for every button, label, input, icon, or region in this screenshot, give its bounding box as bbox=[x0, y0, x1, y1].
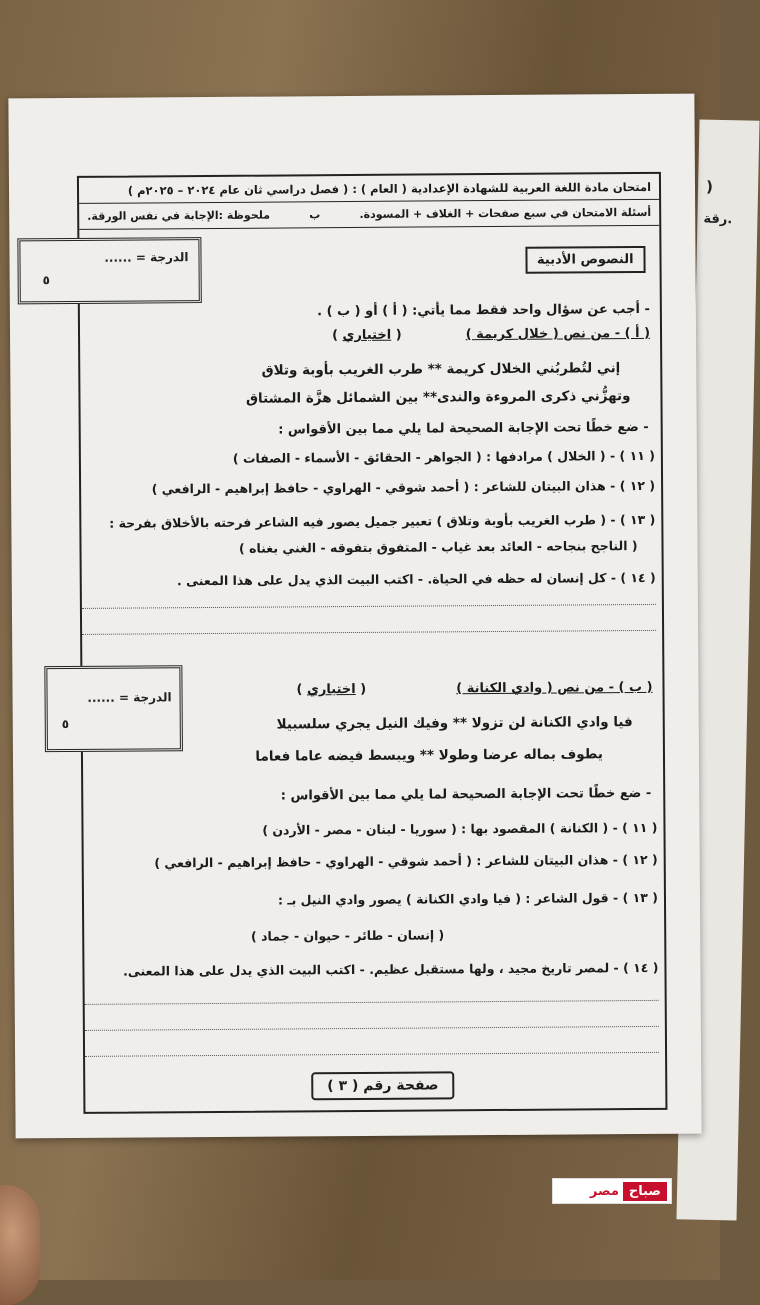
part-b-optional: ( اختياري ) bbox=[296, 681, 367, 698]
part-b-question-13-options: ( إنسان - طائر - حيوان - جماد ) bbox=[250, 927, 445, 944]
part-b-question-12: ( ١٢ ) - هذان البيتان للشاعر : ( أحمد شوقي - الهراوي - حافظ إبراهيم - الرافعي ) bbox=[154, 851, 658, 871]
part-b-title-text: ( ب ) - من نص ( وادي الكنانة ) bbox=[456, 679, 653, 697]
grade-box-part-b bbox=[44, 665, 183, 752]
part-b-question-11: ( ١١ ) - ( الكنانة ) المقصود بها : ( سوريا - لبنان - مصر - الأردن ) bbox=[262, 819, 658, 838]
adjacent-page-text-2: رقة. bbox=[703, 211, 733, 228]
page-number: صفحة رقم ( ٣ ) bbox=[311, 1071, 454, 1100]
logo-part-2: مصر bbox=[589, 1183, 619, 1199]
part-a-verse-2: وتهزُّني ذكرى المروءة والندى** بين الشمائل هزَّة المشتاق bbox=[245, 388, 631, 407]
answer-line bbox=[85, 1000, 659, 1005]
section-title: النصوص الأدبية bbox=[525, 246, 646, 274]
part-a-question-11: ( ١١ ) - ( الخلال ) مرادفها : ( الجواهر - الحقائق - الأسماء - الصفات ) bbox=[232, 447, 655, 466]
part-a-question-12: ( ١٢ ) - هذان البيتان للشاعر : ( أحمد شوقي - الهراوي - حافظ إبراهيم - الرافعي ) bbox=[151, 477, 656, 497]
grade-value: ٥ bbox=[42, 273, 51, 288]
part-a-title-text: ( أ ) - من نص ( خلال كريمة ) bbox=[465, 325, 651, 343]
part-a-question-14: ( ١٤ ) - كل إنسان له حظه في الحياة. - اكتب البيت الذي يدل على هذا المعنى . bbox=[176, 569, 656, 589]
site-watermark-logo bbox=[552, 1178, 672, 1204]
part-a-optional-text: اختياري bbox=[342, 327, 392, 344]
grade-value: ٥ bbox=[61, 716, 70, 732]
answer-line bbox=[85, 1026, 659, 1031]
exam-frame bbox=[42, 172, 668, 1114]
header-answer-note: ملحوظة :الإجابة في نفس الورقة. bbox=[87, 208, 271, 223]
exam-page bbox=[8, 94, 701, 1139]
part-b-underline-instruction: - ضع خطًا تحت الإجابة الصحيحة لما يلي مما بين الأقواس : bbox=[280, 785, 652, 804]
grade-label: الدرجة = ...... bbox=[87, 690, 172, 705]
part-a-question-13: ( ١٣ ) - ( طرب الغريب بأوبة وتلاق ) تعبير جميل يصور فيه الشاعر فرحته بالأخلاق بفرحة : bbox=[109, 511, 656, 531]
exam-header-notes bbox=[79, 200, 659, 230]
answer-line bbox=[82, 630, 656, 635]
thumb bbox=[0, 1185, 40, 1305]
logo-part-1: صباح bbox=[623, 1182, 667, 1201]
part-b-verse-2: يطوف بماله عرضا وطولا ** ويبسط فيضه عاما فعاما bbox=[255, 746, 604, 765]
part-a-underline-instruction: - ضع خطًا تحت الإجابة الصحيحة لما يلي مما بين الأقواس : bbox=[278, 419, 649, 438]
grade-label: الدرجة = ...... bbox=[104, 250, 189, 265]
exam-header-title: امتحان مادة اللغة العربية للشهادة الإعدادية ( العام ) : ( فصل دراسي ثان عام ٢٠٢٤ – ٢٠٢٥م ) bbox=[79, 174, 659, 204]
answer-line bbox=[82, 604, 656, 609]
answer-line bbox=[85, 1052, 659, 1057]
header-form-letter: ب bbox=[309, 208, 321, 222]
part-a-verse-1: إني لتُطربُني الخلال كريمة ** طرب الغريب بأوبة وتلاق bbox=[261, 360, 621, 379]
part-b-verse-1: فيا وادي الكنانة لن تزولا ** وفيك النيل يجري سلسبيلا bbox=[276, 714, 633, 733]
main-instruction: - أجب عن سؤال واحد فقط مما يأتي: ( أ ) أو ( ب ) . bbox=[317, 301, 650, 320]
part-b-question-14: ( ١٤ ) - لمصر تاريخ مجيد ، ولها مستقبل عظيم. - اكتب البيت الذي يدل على هذا المعنى. bbox=[123, 959, 659, 979]
part-a-title bbox=[466, 326, 650, 342]
grade-box-top bbox=[17, 237, 201, 304]
part-b-title bbox=[456, 680, 652, 696]
part-a-question-13-options: ( الناجح بنجاحه - العائد بعد غياب - المتفوق بتفوقه - الغني بغناه ) bbox=[238, 538, 638, 556]
part-b-optional-text: اختياري bbox=[306, 681, 356, 698]
header-pages-note: أسئلة الامتحان في سبع صفحات + الغلاف + المسودة. bbox=[359, 205, 652, 221]
adjacent-page-text: ) bbox=[705, 177, 714, 196]
part-a-optional: ( اختياري ) bbox=[331, 327, 402, 344]
part-b-question-13: ( ١٣ ) - قول الشاعر : ( فيا وادي الكنانة ) يصور وادي النيل بـ : bbox=[277, 889, 659, 908]
